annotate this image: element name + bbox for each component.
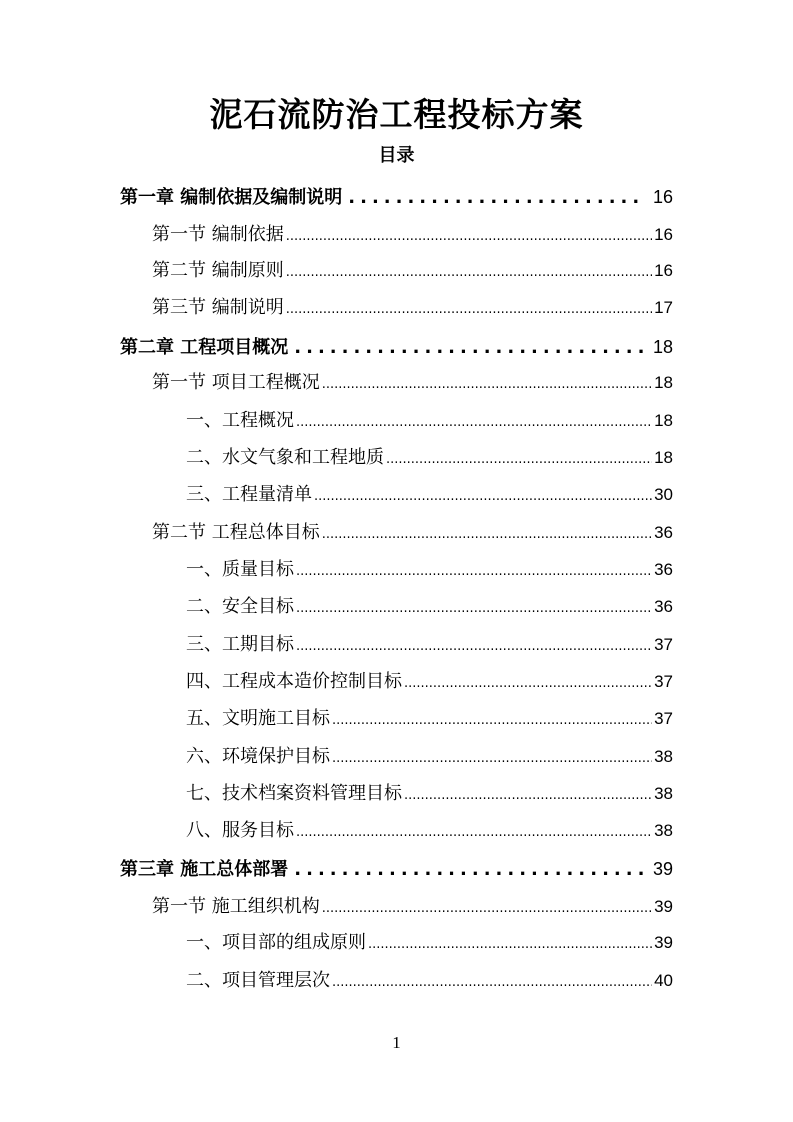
toc-leader-dots <box>348 183 645 213</box>
toc-entry-label: 三、工期目标 <box>186 634 294 655</box>
toc-leader-dots <box>296 818 652 848</box>
toc-entry[interactable] <box>186 406 673 436</box>
toc-entry-label: 第一节 编制依据 <box>152 224 284 245</box>
toc-entry[interactable] <box>186 966 673 996</box>
toc-entry-label: 第三章 施工总体部署 <box>120 859 289 880</box>
toc-leader-dots <box>286 222 652 252</box>
page-number: 1 <box>392 1033 401 1052</box>
toc-leader-dots <box>286 258 652 288</box>
toc-entry-label: 一、工程概况 <box>186 410 294 431</box>
toc-leader-dots <box>286 295 652 325</box>
toc-entry-page: 18 <box>654 373 673 392</box>
toc-entry-page: 38 <box>654 747 673 766</box>
toc-entry-page: 38 <box>654 821 673 840</box>
document-title: 泥石流防治工程投标方案 <box>209 95 584 134</box>
toc-entry-label: 第三节 编制说明 <box>152 297 284 318</box>
toc-leader-dots <box>314 482 652 512</box>
toc-entry-page: 18 <box>654 411 673 430</box>
toc-entry-page: 18 <box>652 337 673 357</box>
toc-entry[interactable] <box>186 667 673 697</box>
toc-leader-dots <box>296 408 652 438</box>
toc-entry-page: 18 <box>654 448 673 467</box>
toc-entry-label: 六、环境保护目标 <box>186 746 330 767</box>
toc-entry[interactable] <box>186 704 673 734</box>
toc-entry-page: 36 <box>654 597 673 616</box>
toc-entry-label: 一、项目部的组成原则 <box>186 932 366 953</box>
toc-entry-page: 37 <box>654 672 673 691</box>
toc-entry-label: 八、服务目标 <box>186 820 294 841</box>
toc-entry[interactable] <box>152 368 673 398</box>
toc-leader-dots <box>296 632 652 662</box>
toc-entry-label: 第二节 工程总体目标 <box>152 522 320 543</box>
toc-leader-dots <box>368 930 652 960</box>
toc-entry[interactable] <box>120 332 673 362</box>
toc-entry[interactable] <box>186 630 673 660</box>
toc-leader-dots <box>322 894 652 924</box>
toc-entry-label: 二、安全目标 <box>186 596 294 617</box>
toc-entry[interactable] <box>152 892 673 922</box>
toc-entry[interactable] <box>186 779 673 809</box>
toc-entry[interactable] <box>152 293 673 323</box>
toc-entry-page: 16 <box>654 261 673 280</box>
toc-entry-label: 第一节 施工组织机构 <box>152 896 320 917</box>
toc-entry-label: 七、技术档案资料管理目标 <box>186 783 402 804</box>
toc-entry-page: 36 <box>654 523 673 542</box>
toc-leader-dots <box>322 370 652 400</box>
toc-entry[interactable] <box>186 928 673 958</box>
toc-entry[interactable] <box>186 742 673 772</box>
toc-entry-page: 17 <box>654 298 673 317</box>
toc-entry[interactable] <box>186 816 673 846</box>
toc-entry[interactable] <box>186 480 673 510</box>
toc-entry-label: 一、质量目标 <box>186 559 294 580</box>
toc-entry-label: 五、文明施工目标 <box>186 708 330 729</box>
toc-entry-page: 16 <box>652 187 673 207</box>
toc-entry-label: 二、项目管理层次 <box>186 970 330 991</box>
toc-leader-dots <box>332 706 652 736</box>
toc-leader-dots <box>386 445 652 475</box>
toc-entry-label: 第一节 项目工程概况 <box>152 372 320 393</box>
toc-entry-label: 四、工程成本造价控制目标 <box>186 671 402 692</box>
toc-entry-label: 三、工程量清单 <box>186 484 312 505</box>
toc-entry-page: 36 <box>654 560 673 579</box>
toc-entry[interactable] <box>152 256 673 286</box>
toc-entry-page: 39 <box>654 897 673 916</box>
toc-entry[interactable] <box>152 518 673 548</box>
toc-entry[interactable] <box>152 220 673 250</box>
toc-entry[interactable] <box>120 182 673 212</box>
toc-leader-dots <box>404 669 652 699</box>
toc-entry[interactable] <box>120 854 673 884</box>
toc-entry-page: 38 <box>654 784 673 803</box>
toc-entry-page: 37 <box>654 635 673 654</box>
toc-entry-label: 第一章 编制依据及编制说明 <box>120 187 343 208</box>
toc-leader-dots <box>332 968 652 998</box>
toc-leader-dots <box>404 781 652 811</box>
toc-leader-dots <box>322 520 652 550</box>
toc-entry-label: 第二章 工程项目概况 <box>120 337 289 358</box>
toc-entry-page: 39 <box>652 859 673 879</box>
toc-entry-page: 30 <box>654 485 673 504</box>
toc-leader-dots <box>296 594 652 624</box>
toc-entry[interactable] <box>186 443 673 473</box>
toc-entry-label: 二、水文气象和工程地质 <box>186 447 384 468</box>
toc-entry-page: 40 <box>654 971 673 990</box>
toc-heading: 目录 <box>378 145 415 166</box>
toc-entry-page: 37 <box>654 709 673 728</box>
toc-leader-dots <box>332 744 652 774</box>
toc-leader-dots <box>294 855 645 885</box>
toc-leader-dots <box>296 557 652 587</box>
toc-leader-dots <box>294 333 645 363</box>
toc-entry-page: 16 <box>654 225 673 244</box>
toc-entry[interactable] <box>186 592 673 622</box>
toc-entry-page: 39 <box>654 933 673 952</box>
toc-entry[interactable] <box>186 555 673 585</box>
toc-entry-label: 第二节 编制原则 <box>152 260 284 281</box>
